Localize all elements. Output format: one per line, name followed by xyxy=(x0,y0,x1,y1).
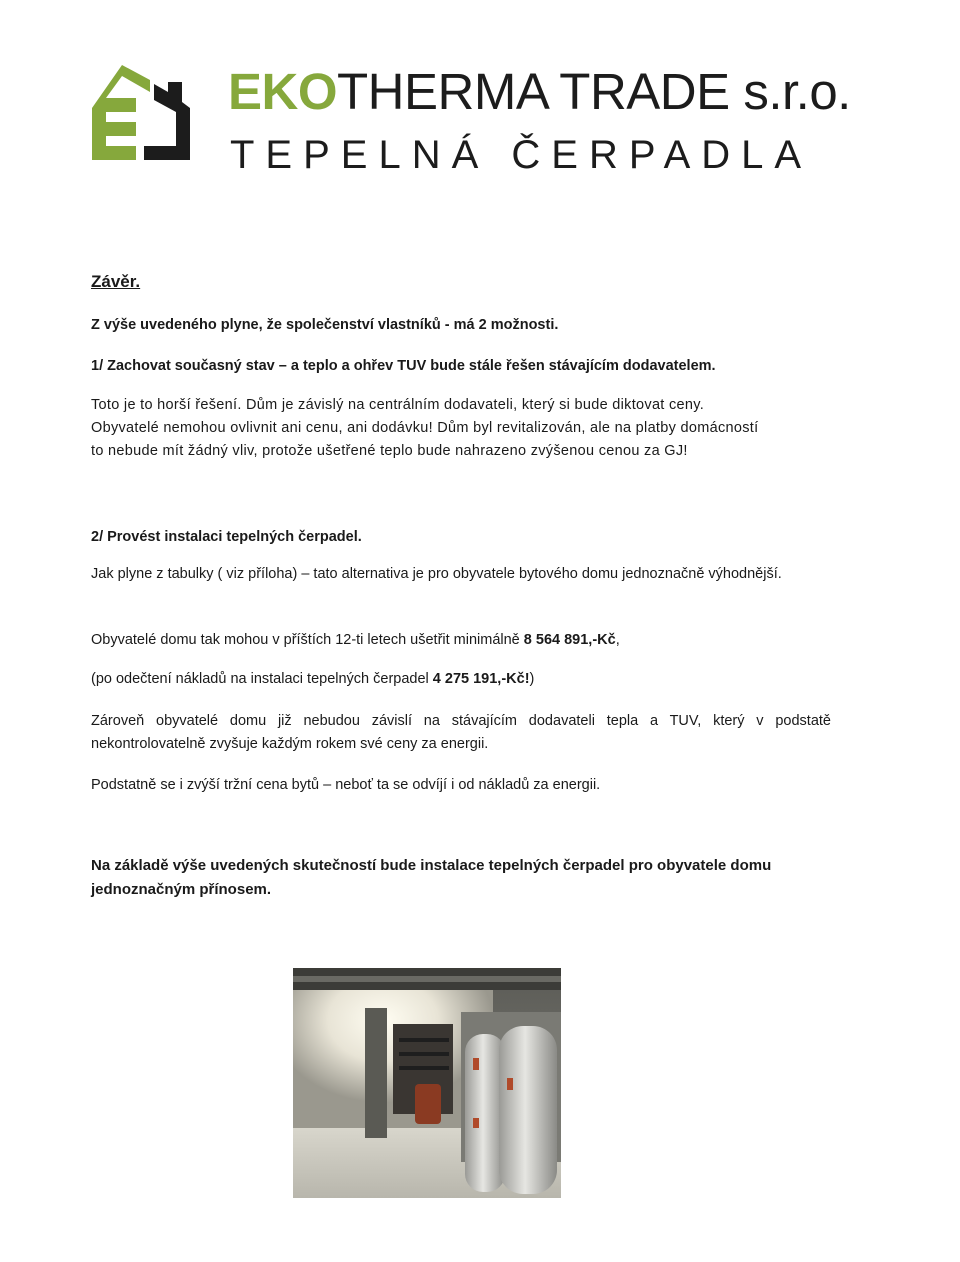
net-suffix: ) xyxy=(529,671,535,687)
net-amount: 4 275 191,-Kč! xyxy=(432,671,530,687)
savings-line xyxy=(91,629,831,652)
option-1-line-3: to nebude mít žádný vliv, protože ušetřené teplo bude nahrazeno zvýšenou cenou za GJ! xyxy=(91,443,688,459)
intro-text: Z výše uvedeného plyne, že společenství vlastníků - má 2 možnosti. xyxy=(91,317,559,333)
option-2-title: 2/ Provést instalaci tepelných čerpadel. xyxy=(91,529,362,545)
savings-amount: 8 564 891,-Kč xyxy=(523,632,616,648)
company-name-eko: EKO xyxy=(228,63,338,120)
market-value-text: Podstatně se i zvýší tržní cena bytů – neboť ta se odvíjí i od nákladů za energii. xyxy=(91,777,601,793)
option-1-details xyxy=(91,394,831,463)
option-1-line-2: Obyvatelé nemohou ovlivnit ani cenu, ani dodávku! Dům byl revitalizován, ale na platby domácností xyxy=(91,420,759,436)
company-logo xyxy=(92,60,192,170)
savings-suffix: , xyxy=(615,632,620,648)
company-name-rest: THERMA TRADE s.r.o. xyxy=(337,63,851,120)
company-name xyxy=(228,63,851,120)
option-2-text: Jak plyne z tabulky ( viz příloha) – tato alternativa je pro obyvatele bytového domu jednoznačně výhodnější. xyxy=(91,566,782,582)
heat-pump-photo xyxy=(293,968,561,1198)
company-subtitle: TEPELNÁ ČERPADLA xyxy=(230,133,813,177)
conclusion-text: Na základě výše uvedených skutečností bude instalace tepelných čerpadel pro obyvatele domu jednoznačným přínosem. xyxy=(91,857,772,898)
net-prefix: (po odečtení nákladů na instalaci tepelných čerpadel xyxy=(91,671,433,687)
net-savings-line xyxy=(91,668,831,691)
independence-text: Zároveň obyvatelé domu již nebudou závislí na stávajícím dodavateli tepla a TUV, který v podstatě nekontrolovatelně zvyšuje každým rokem své ceny za energii. xyxy=(91,713,831,752)
option-1-title: 1/ Zachovat současný stav – a teplo a ohřev TUV bude stále řešen stávajícím dodavatelem. xyxy=(91,358,716,374)
option-1-line-1: Toto je to horší řešení. Dům je závislý na centrálním dodavateli, který si bude diktovat ceny. xyxy=(91,397,705,413)
savings-prefix: Obyvatelé domu tak mohou v příštích 12-ti letech ušetřit minimálně xyxy=(91,632,524,648)
section-heading: Závěr. xyxy=(91,272,141,291)
